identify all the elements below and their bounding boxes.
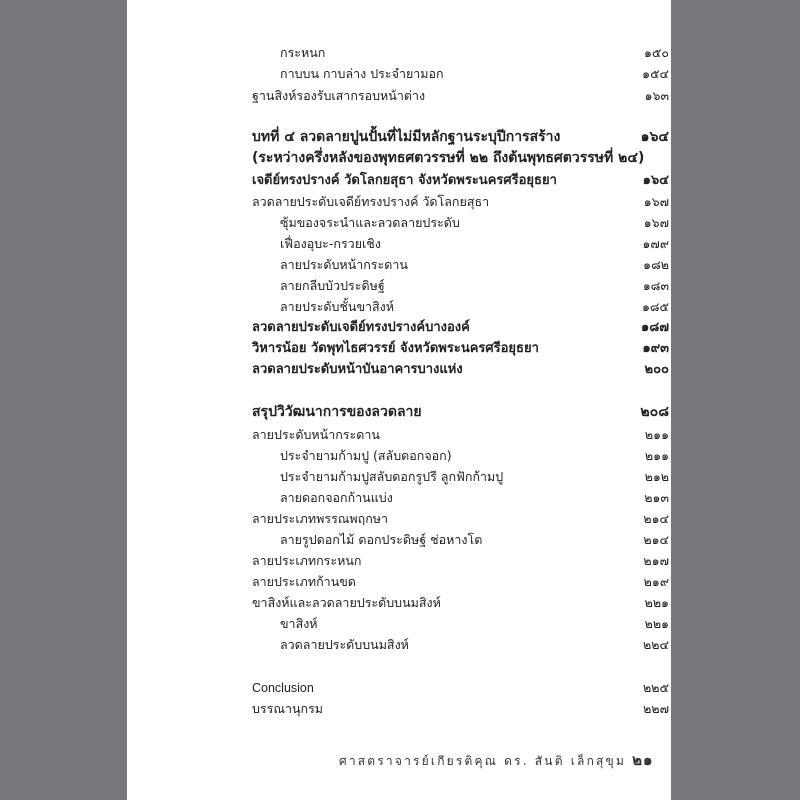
page-footer [339, 748, 669, 772]
footer-page-number: ๒๑ [632, 751, 654, 769]
footer-author: ศาสตราจารย์เกียรติคุณ ดร. สันติ เล็กสุขุม [339, 754, 627, 768]
book-page [127, 0, 671, 800]
